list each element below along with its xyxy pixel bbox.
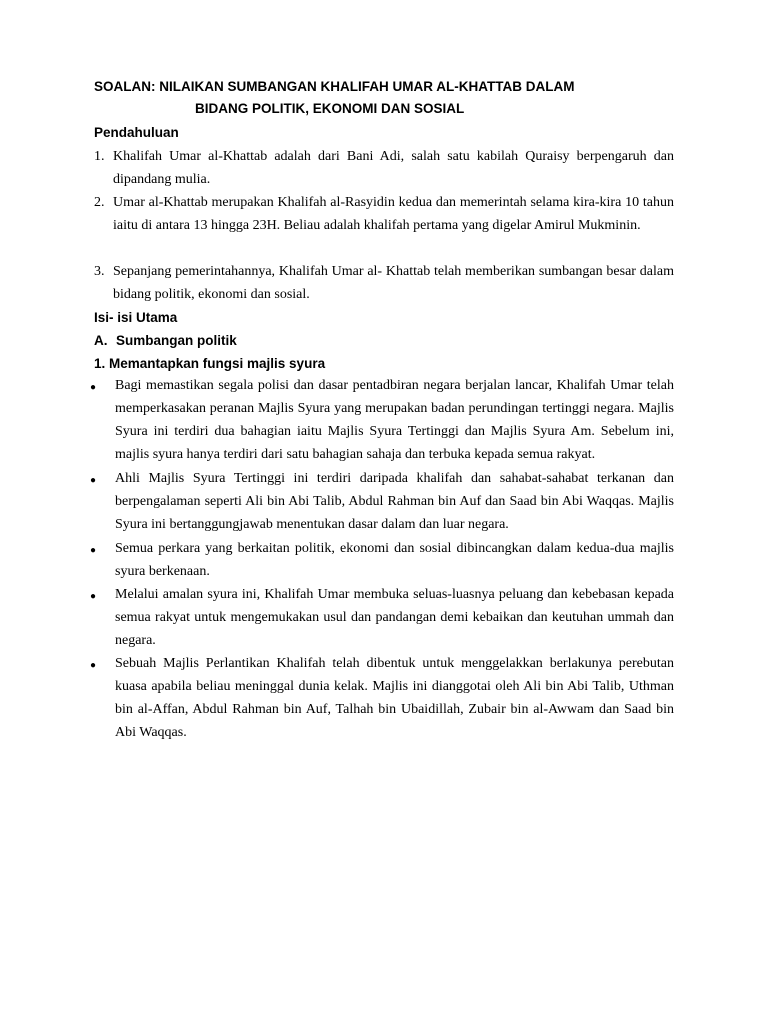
bullet-item-1 (90, 374, 674, 466)
bullet-item-5 (90, 652, 674, 744)
intro-item-number: 2. (94, 195, 105, 210)
intro-item-text: Umar al-Khattab merupakan Khalifah al-Rasyidin kedua dan memerintah selama kira-kira 10 tahun iaitu di antara 13 hingga 23H. Beliau adalah khalifah pertama yang digelar Amirul Mukminin. (113, 195, 674, 233)
intro-item-3 (94, 260, 674, 306)
bullet-text: Semua perkara yang berkaitan politik, ekonomi dan sosial dibincangkan dalam kedua-dua majlis syura berkenaan. (115, 541, 674, 579)
section-a-heading (94, 333, 237, 348)
bullet-text: Bagi memastikan segala polisi dan dasar pentadbiran negara berjalan lancar, Khalifah Umar telah memperkasakan peranan Majlis Syura yang merupakan badan perundingan tertinggi negara. Majlis Syura ini terdiri dua bahagian iaitu Majlis Syura Tertinggi dan Majlis Syura Am. Sebelum ini, majlis syura hanya terdiri dari satu bahagian sahaja dan terbuka kepada semua rakyat. (115, 378, 674, 462)
bullet-item-2 (90, 467, 674, 536)
bullet-item-3 (90, 537, 674, 583)
intro-heading: Pendahuluan (94, 125, 179, 140)
subsection-1-heading: 1. Memantapkan fungsi majlis syura (94, 356, 326, 371)
bullet-icon: ● (90, 591, 97, 602)
intro-item-number: 3. (94, 264, 105, 279)
bullet-text: Ahli Majlis Syura Tertinggi ini terdiri daripada khalifah dan sahabat-sahabat terkanan dan berpengalaman seperti Ali bin Abi Talib, Abdul Rahman bin Auf dan Saad bin Abi Waqqas. Majlis Syura ini bertanggungjawab menentukan dasar dalam dan luar negara. (115, 471, 674, 532)
intro-item-text: Khalifah Umar al-Khattab adalah dari Bani Adi, salah satu kabilah Quraisy berpengaruh dan dipandang mulia. (113, 149, 674, 187)
document-title-line-2: BIDANG POLITIK, EKONOMI DAN SOSIAL (195, 101, 465, 116)
bullet-item-4 (90, 583, 674, 652)
section-a-label: Sumbangan politik (116, 333, 237, 348)
intro-item-text: Sepanjang pemerintahannya, Khalifah Umar al- Khattab telah memberikan sumbangan besar dalam bidang politik, ekonomi dan sosial. (113, 264, 674, 302)
main-heading: Isi- isi Utama (94, 310, 178, 325)
intro-item-2 (94, 191, 674, 237)
bullet-icon: ● (90, 545, 97, 556)
bullet-icon: ● (90, 382, 97, 393)
bullet-icon: ● (90, 475, 97, 486)
bullet-text: Melalui amalan syura ini, Khalifah Umar membuka seluas-luasnya peluang dan kebebasan kepada semua rakyat untuk mengemukakan usul dan pandangan demi kebaikan dan keutuhan ummah dan negara. (115, 587, 674, 648)
document-title-line-1: SOALAN: NILAIKAN SUMBANGAN KHALIFAH UMAR AL-KHATTAB DALAM (94, 79, 575, 94)
bullet-icon: ● (90, 660, 97, 671)
section-a-letter: A. (94, 333, 108, 348)
intro-item-1 (94, 145, 674, 191)
intro-item-number: 1. (94, 149, 105, 164)
bullet-text: Sebuah Majlis Perlantikan Khalifah telah dibentuk untuk menggelakkan berlakunya perebutan kuasa apabila beliau meninggal dunia kelak. Majlis ini dianggotai oleh Ali bin Abi Talib, Uthman bin al-Affan, Abdul Rahman bin Auf, Talhah bin Ubaidillah, Zubair bin al-Awwam dan Saad bin Abi Waqqas. (115, 656, 674, 740)
